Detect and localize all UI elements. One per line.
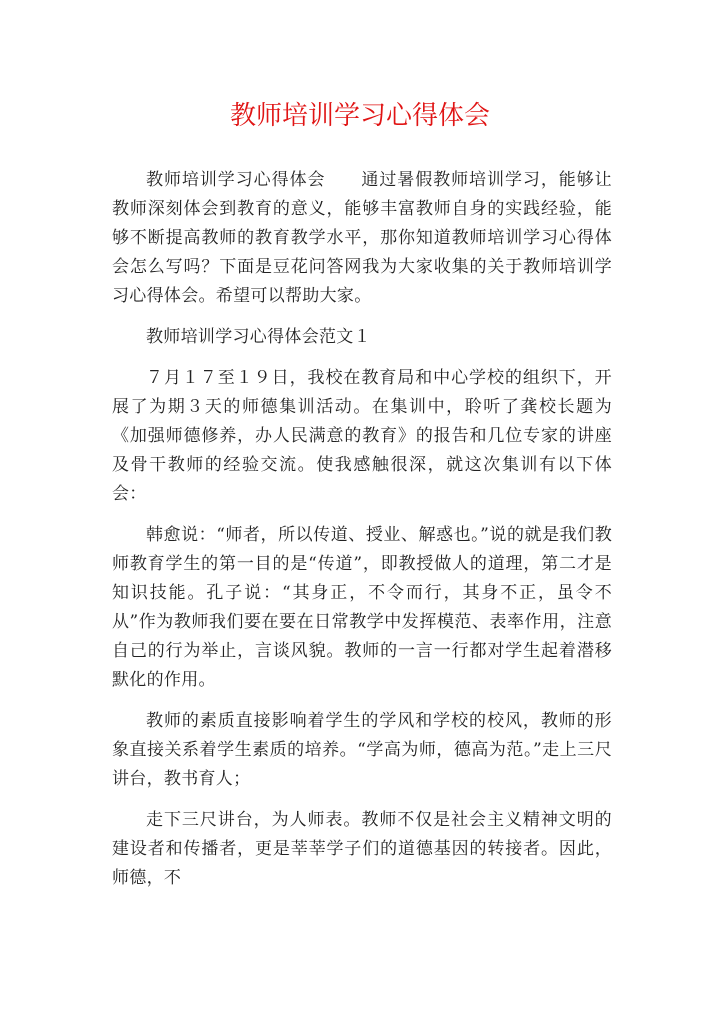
paragraph-teacher-quality: 教师的素质直接影响着学生的学风和学校的校风，教师的形象直接关系着学生素质的培养。“学高为师，德高为范。”走上三尺讲台，教书育人；	[112, 711, 612, 789]
paragraph-training-summary: ７月１７至１９日，我校在教育局和中心学校的组织下，开展了为期３天的师德集训活动。在集训中，聆听了龚校长题为《加强师德修养，办人民满意的教育》的报告和几位专家的讲座及骨干教师的经验交流。使我感触很深，就这次集训有以下体会：	[112, 368, 612, 504]
paragraph-teacher-role: 走下三尺讲台，为人师表。教师不仅是社会主义精神文明的建设者和传播者，更是莘莘学子们的道德基因的转接者。因此，师德，不	[112, 810, 612, 888]
paragraph-section-heading: 教师培训学习心得体会范文１	[146, 327, 371, 347]
document-title: 教师培训学习心得体会	[229, 101, 490, 131]
paragraph-intro: 教师培训学习心得体会 通过暑假教师培训学习，能够让教师深刻体会到教育的意义，能够丰富教师自身的实践经验，能够不断提高教师的教育教学水平，那你知道教师培训学习心得体会怎么写吗？下面是豆花问答网我为大家收集的关于教师培训学习心得体会。希望可以帮助大家。	[112, 170, 612, 306]
document-body	[112, 166, 612, 905]
paragraph-hanyu-quote: 韩愈说：“师者，所以传道、授业、解惑也。”说的就是我们教师教育学生的第一目的是“传道”，即教授做人的道理，第二才是知识技能。孔子说：“其身正，不令而行，其身不正，虽令不从”作为教师我们要在要在日常教学中发挥模范、表率作用，注意自己的行为举止，言谈风貌。教师的一言一行都对学生起着潜移默化的作用。	[112, 525, 612, 690]
